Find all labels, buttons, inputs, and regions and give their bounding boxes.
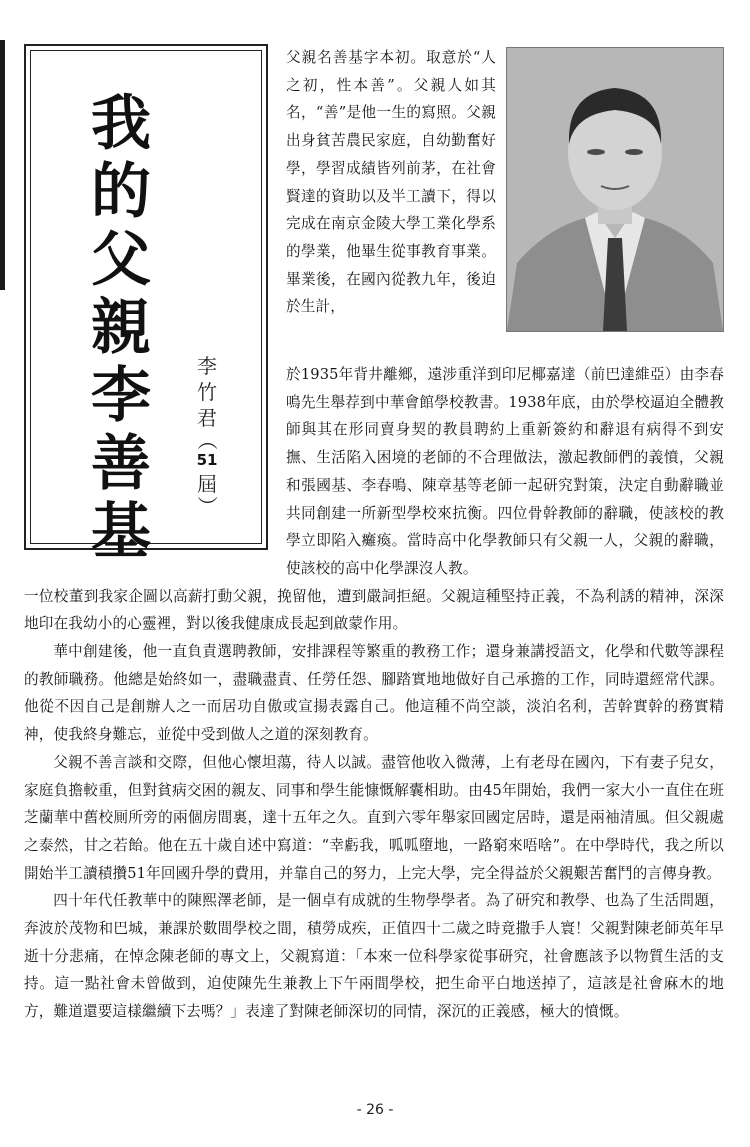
paragraph-4: 四十年代任教華中的陳熙澤老師，是一個卓有成就的生物學學者。為了研究和教學、也為了生活問題，奔波於茂物和巴城，兼課於數間學校之間，積勞成疾，正值四十二歲之時竟撒手人寰！父親對陳老師英年早逝十分悲痛，在悼念陳老師的專文上，父親寫道：「本來一位科學家從事研究，社會應該予以物質生活的支持。這一點社會未曾做到，迫使陳先生兼教上下午兩間學校，把生命平白地送掉了，這該是社會麻木的地方，難道還要這樣繼續下去嗎？」表達了對陳老師深切的同情，深沉的正義感，極大的憤慨。 [24,892,724,1021]
paragraph-1-continued: 一位校董到我家企圖以高薪打動父親，挽留他，遭到嚴詞拒絕。父親這種堅持正義，不為利誘的精神，深深地印在我幼小的心靈裡，對以後我健康成長起到啟蒙作用。 [24,587,724,633]
article-body [24,361,724,1026]
left-eye [587,149,605,155]
paragraph-2: 華中創建後，他一直負責選聘教師，安排課程等繁重的教務工作；還身兼講授語文，化學和代數等課程的教師職務。他總是始終如一，盡職盡責、任勞任怨、腳踏實地地做好自己承擔的工作，同時還經常代課。他從不因自己是創辦人之一而居功自傲或宣揚表露自己。他這種不尚空談，淡泊名利，苦幹實幹的務實精神，使我終身難忘，並從中受到做人之道的深刻教育。 [24,643,724,744]
portrait-photo [506,47,724,332]
class-paren-open: （ [195,430,219,450]
class-paren-close: ） [195,496,219,516]
title-char: 的 [91,157,151,227]
title-char: 我 [91,89,151,159]
page-spine-mark [0,40,5,290]
title-char: 善 [91,429,151,499]
author-char: 君 [197,406,217,430]
author-char: 竹 [197,380,217,404]
class-number: 51 [196,451,218,469]
author-char: 李 [197,354,217,378]
right-eye [625,149,643,155]
portrait-illustration [507,48,723,331]
title-char: 基 [91,497,151,567]
title-char: 父 [91,225,151,295]
title-char: 李 [91,361,151,431]
paragraph-3: 父親不善言談和交際，但他心懷坦蕩，待人以誠。盡管他收入微薄，上有老母在國內，下有妻子兒女，家庭負擔較重，但對貧病交困的親友、同事和學生能慷慨解囊相助。由45年開始，我們一家大小一直住在班芝蘭華中舊校厠所旁的兩個房間裏，達十五年之久。直到六零年舉家回國定居時，還是兩袖清風。但父親處之泰然，甘之若飴。他在五十歲自述中寫道：“幸虧我，呱呱墮地，一路窮來唔啥”。在中學時代，我之所以開始半工讀積攢51年回國升學的費用，并靠自己的努力，上完大學，完全得益於父親艱苦奮鬥的言傳身教。 [24,753,724,882]
title-char: 親 [91,293,151,363]
class-suffix: 屆 [197,472,217,496]
intro-paragraph: 父親名善基字本初。取意於“人之初，性本善”。父親人如其名，“善”是他一生的寫照。父親出身貧苦農民家庭，自幼勤奮好學，學習成績皆列前茅，在社會賢達的資助以及半工讀下，得以完成在南京金陵大學工業化學系的學業，他畢生從事教育事業。畢業後，在國內從教九年，後迫於生計， [286,49,496,316]
page-number: - 26 - [356,1102,394,1118]
paragraph-1-wrapped: 於1935年背井離鄉，遠涉重洋到印尼椰嘉達（前巴達維亞）由李春鳴先生舉荐到中華會館學校教書。1938年底，由於學校逼迫全體教師與其在形同賣身契的教員聘約上重新簽約和辭退有病得不到安撫、生活陷入困境的老師的不合理做法，激起教師們的義憤，父親和張國基、李春鳴、陳章基等老師一起研究對策，決定自動辭職並共同創建一所新型學校來抗衡。四位骨幹教師的辭職，使該校的教學立即陷入癱瘓。當時高中化學教師只有父親一人，父親的辭職，使該校的高中化學課沒人教。 [286,366,724,577]
